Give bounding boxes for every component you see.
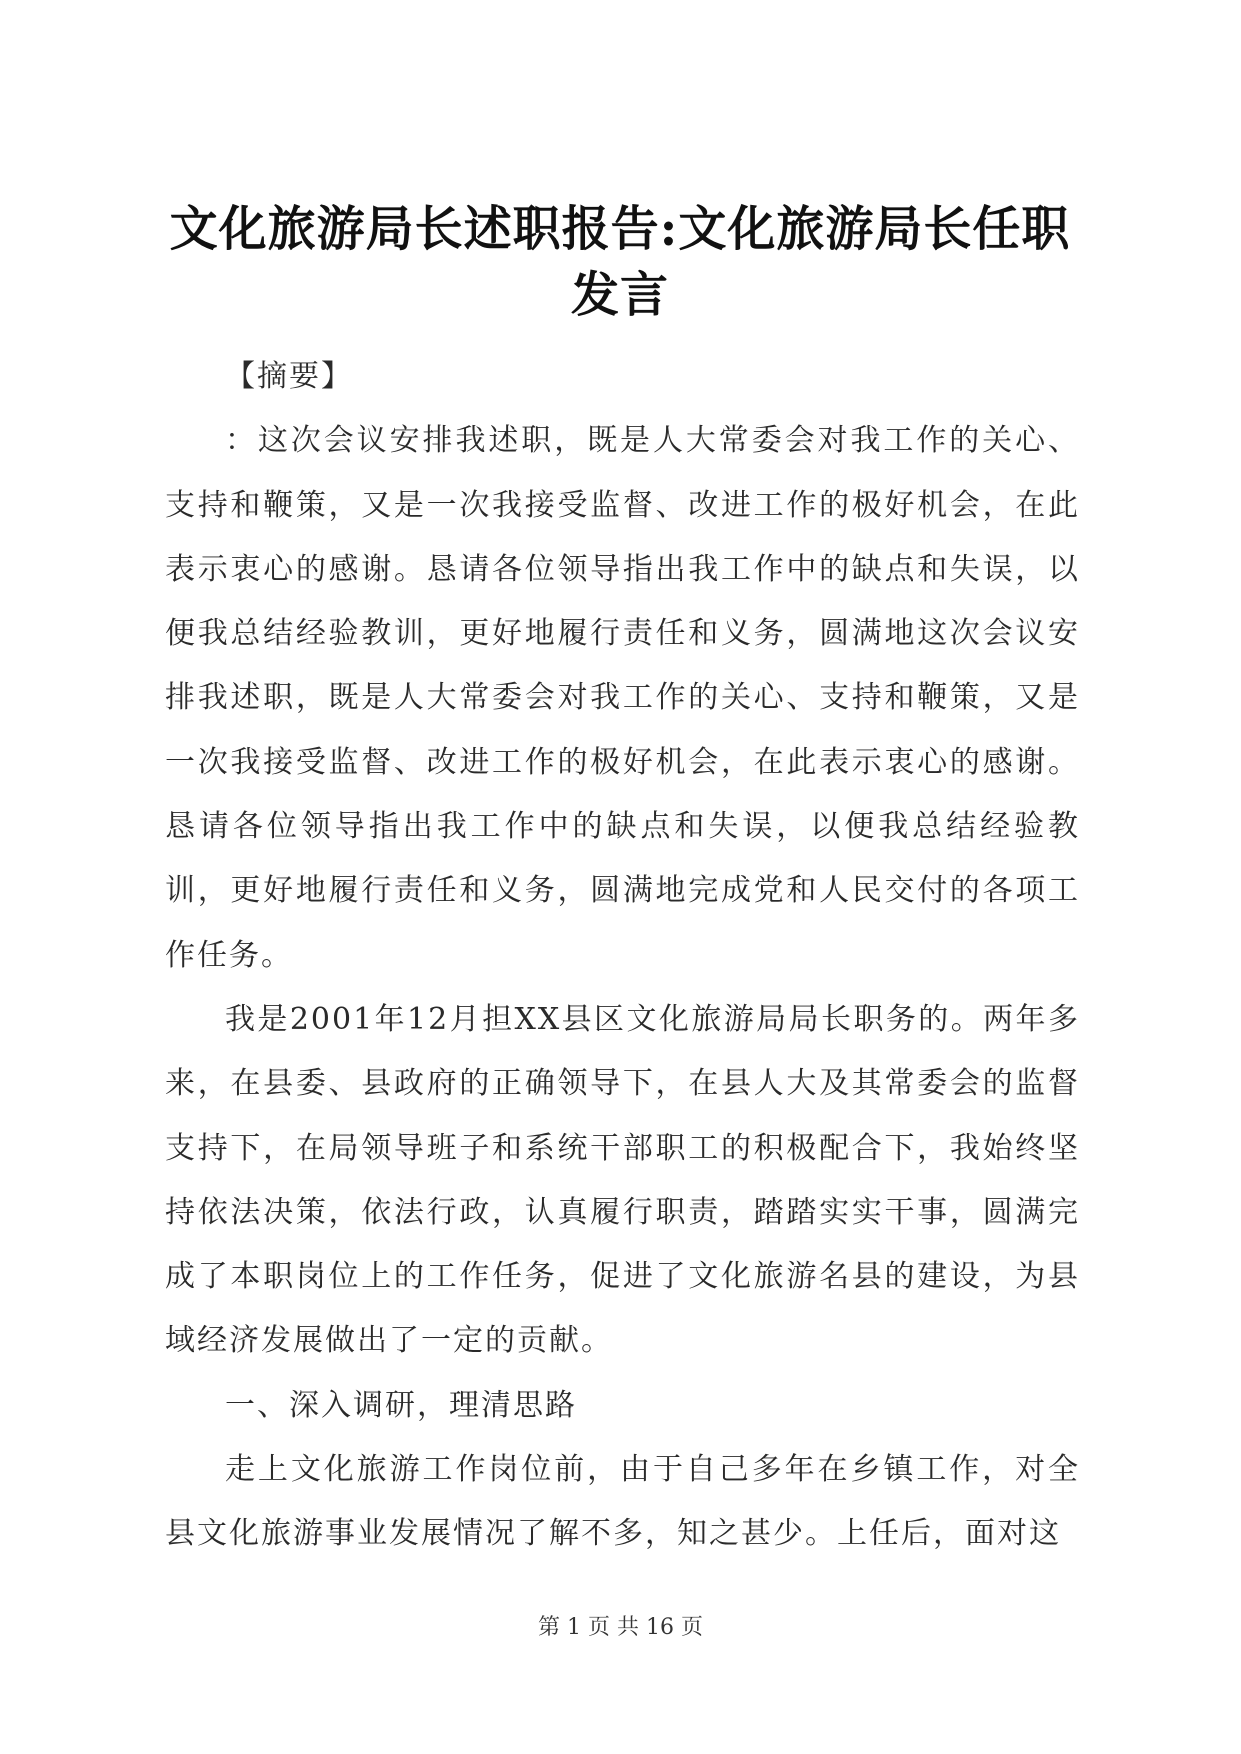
section-heading-1: 一、深入调研，理清思路 xyxy=(225,1387,577,1423)
section-paragraph-1: 走上文化旅游工作岗位前，由于自己多年在乡镇工作，对全县文化旅游事业发展情况了解不多，知之甚少。上任后，面对这 xyxy=(165,1452,1080,1552)
document-body xyxy=(165,345,1080,1567)
document-title: 文化旅游局长述职报告:文化旅游局长任职发言 xyxy=(169,201,1071,323)
intro-paragraph: 我是2001年12月担XX县区文化旅游局局长职务的。两年多来，在县委、县政府的正确领导下，在县人大及其常委会的监督支持下，在局领导班子和系统干部职工的积极配合下，我始终坚持依法决策，依法行政，认真履行职责，踏踏实实干事，圆满完成了本职岗位上的工作任务，促进了文化旅游名县的建设，为县域经济发展做出了一定的贡献。 xyxy=(165,1001,1080,1359)
page-number-footer: 第 1 页 共 16 页 xyxy=(538,1615,703,1640)
abstract-heading: 【摘要】 xyxy=(225,359,353,394)
abstract-paragraph: ：这次会议安排我述职，既是人大常委会对我工作的关心、支持和鞭策，又是一次我接受监督、改进工作的极好机会，在此表示衷心的感谢。恳请各位领导指出我工作中的缺点和失误，以便我总结经验教训，更好地履行责任和义务，圆满地这次会议安排我述职，既是人大常委会对我工作的关心、支持和鞭策，又是一次我接受监督、改进工作的极好机会，在此表示衷心的感谢。恳请各位领导指出我工作中的缺点和失误，以便我总结经验教训，更好地履行责任和义务，圆满地完成党和人民交付的各项工作任务。 xyxy=(165,423,1080,973)
